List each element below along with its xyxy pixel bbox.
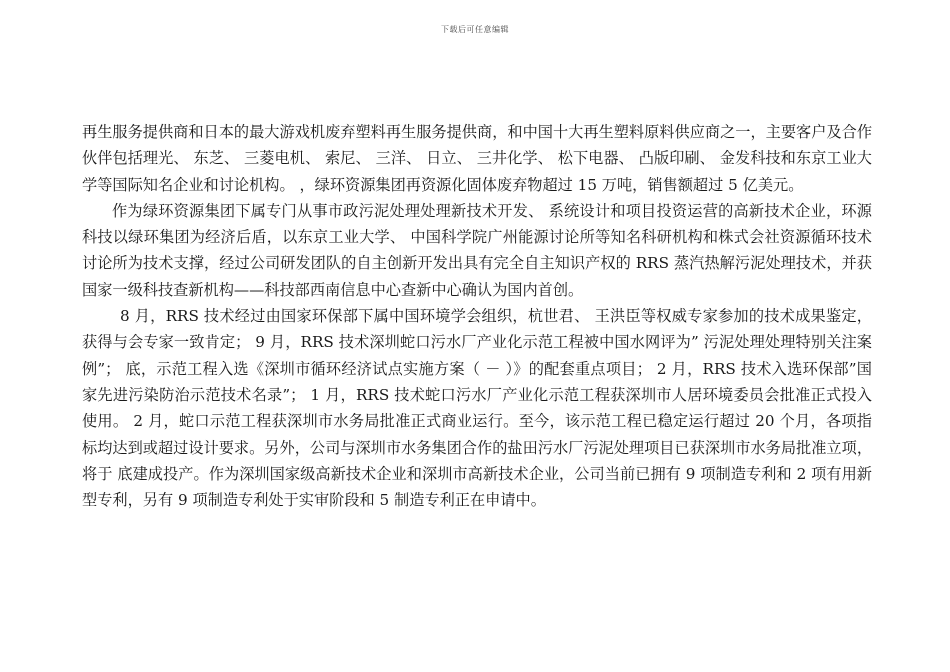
header-note: 下载后可任意编辑 (441, 25, 509, 34)
paragraph-2: 作为绿环资源集团下属专门从事市政污泥处理处理新技术开发、 系统设计和项目投资运营的高新技术企业，环源科技以绿环集团为经济后盾，以东京工业大学、 中国科学院广州能源讨论所等知名科研机构和株式会社资源循环技术讨论所为技术支撑，经过公司研发团队的自主创新开发出具有完全自主知识产权的 RRS 蒸汽热解污泥处理技术，并获国家一级科技查新机构——科技部西南信息中心查新中心确认为国内首创。 (82, 201, 872, 299)
paragraph-3: 8 月，RRS 技术经过由国家环保部下属中国环境学会组织，杭世君、 王洪臣等权威专家参加的技术成果鉴定，获得与会专家一致肯定； 9 月，RRS 技术深圳蛇口污水厂产业化示范工程被中国水网评为” 污泥处理处理特别关注案例”； 底，示范工程入选《深圳市循环经济试点实施方案（ － ）》的配套重点项目； 2 月，RRS 技术入选环保部”国家先进污染防治示范技术名录”； 1 月，RRS 技术蛇口污水厂产业化示范工程获深圳市人居环境委员会批准正式投入使用。 2 月，蛇口示范工程获深圳市水务局批准正式商业运行。至今，该示范工程已稳定运行超过 20 个月，各项指标均达到或超过设计要求。另外，公司与深圳市水务集团合作的盐田污水厂污泥处理项目已获深圳市水务局批准立项，将于 底建成投产。作为深圳国家级高新技术企业和深圳市高新技术企业，公司当前已拥有 9 项制造专利和 2 项有用新型专利，另有 9 项制造专利处于实审阶段和 5 制造专利正在申请中。 (82, 307, 872, 510)
document-body (82, 119, 872, 513)
paragraph-1: 再生服务提供商和日本的最大游戏机废弃塑料再生服务提供商，和中国十大再生塑料原料供应商之一，主要客户及合作伙伴包括理光、 东芝、 三菱电机、 索尼、 三洋、 日立、 三井化学、 松下电器、 凸版印刷、 金发科技和东京工业大学等国际知名企业和讨论机构。 ，绿环资源集团再资源化固体废弃物超过 15 万吨，销售额超过 5 亿美元。 (82, 123, 872, 194)
